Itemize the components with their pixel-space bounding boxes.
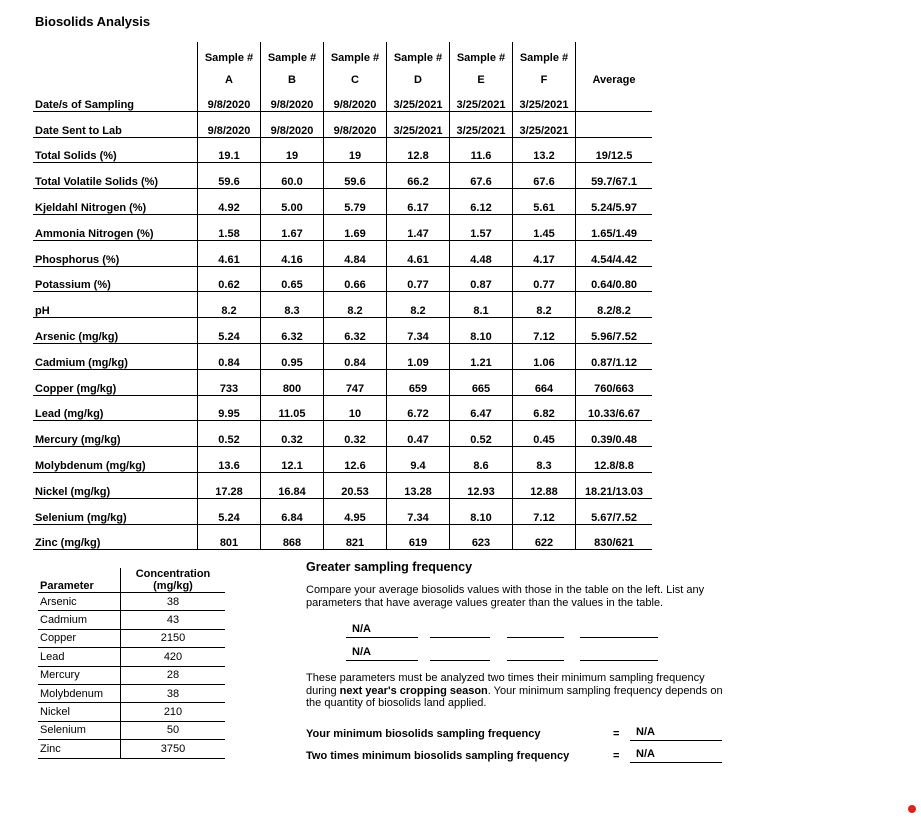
- parameter-label: Zinc (mg/kg): [33, 524, 198, 550]
- parameter-label: Selenium (mg/kg): [33, 498, 198, 524]
- limit-value: 43: [121, 611, 226, 629]
- sample-value: 0.66: [324, 266, 387, 292]
- sample-value: 11.05: [261, 395, 324, 421]
- sample-value: 7.34: [387, 318, 450, 344]
- sample-value: 8.1: [450, 292, 513, 318]
- limit-parameter: Mercury: [38, 666, 121, 684]
- sample-value: 7.12: [513, 498, 576, 524]
- sample-value: 60.0: [261, 163, 324, 189]
- average-value: 8.2/8.2: [576, 292, 653, 318]
- sample-value: 0.65: [261, 266, 324, 292]
- sample-value: 0.84: [324, 343, 387, 369]
- sample-value: 622: [513, 524, 576, 550]
- sample-value: 9/8/2020: [324, 111, 387, 137]
- min-frequency-equals: =: [613, 728, 620, 740]
- sample-value: 0.52: [450, 421, 513, 447]
- table-row: [33, 163, 652, 189]
- sample-value: 11.6: [450, 137, 513, 163]
- sample-value: 821: [324, 524, 387, 550]
- sample-value: 19: [324, 137, 387, 163]
- sample-value: 8.10: [450, 498, 513, 524]
- answer-line-1-3[interactable]: [507, 623, 564, 638]
- average-value: [576, 86, 653, 111]
- answer-line-2-2[interactable]: [430, 646, 490, 661]
- sample-value: 1.09: [387, 343, 450, 369]
- limit-parameter: Molybdenum: [38, 684, 121, 702]
- table-row: [38, 740, 225, 758]
- table-row: [38, 629, 225, 647]
- limit-value: 420: [121, 648, 226, 666]
- sample-value: 665: [450, 369, 513, 395]
- sample-value: 59.6: [324, 163, 387, 189]
- table-row: [33, 111, 652, 137]
- sample-value: 6.32: [324, 318, 387, 344]
- average-value: 10.33/6.67: [576, 395, 653, 421]
- table-row: [33, 292, 652, 318]
- table-row: [33, 524, 652, 550]
- sample-value: 9/8/2020: [261, 111, 324, 137]
- sample-value: 3/25/2021: [450, 86, 513, 111]
- parameter-label: Potassium (%): [33, 266, 198, 292]
- average-value: 19/12.5: [576, 137, 653, 163]
- sample-value: 801: [198, 524, 261, 550]
- sample-value: 664: [513, 369, 576, 395]
- sample-f-header: Sample #: [513, 42, 576, 64]
- table-row: [33, 137, 652, 163]
- sample-value: 8.10: [450, 318, 513, 344]
- two-times-frequency-value[interactable]: N/A: [630, 748, 722, 763]
- sample-value: 1.69: [324, 214, 387, 240]
- sample-value: 7.12: [513, 318, 576, 344]
- frequency-note-bold: next year's cropping season: [339, 684, 488, 697]
- parameter-label: Total Volatile Solids (%): [33, 163, 198, 189]
- sample-a-header: Sample #: [198, 42, 261, 64]
- sample-d-letter: D: [387, 64, 450, 86]
- sample-a-letter: A: [198, 64, 261, 86]
- frequency-note: [306, 672, 726, 710]
- sample-value: 10: [324, 395, 387, 421]
- limit-parameter: Nickel: [38, 703, 121, 721]
- table-row: [38, 684, 225, 702]
- parameter-label: Molybdenum (mg/kg): [33, 447, 198, 473]
- sample-value: 67.6: [513, 163, 576, 189]
- concentration-header-line1: Concentration: [135, 568, 211, 580]
- sample-value: 12.88: [513, 472, 576, 498]
- page-title: Biosolids Analysis: [35, 14, 151, 29]
- sample-value: 6.84: [261, 498, 324, 524]
- sample-value: 6.17: [387, 189, 450, 215]
- sample-value: 0.84: [198, 343, 261, 369]
- concentration-header-line2: (mg/kg): [153, 580, 193, 592]
- concentration-limits-table: [38, 568, 225, 759]
- sample-value: 8.3: [261, 292, 324, 318]
- sample-value: 5.61: [513, 189, 576, 215]
- header-blank-2: [33, 64, 198, 86]
- two-times-frequency-equals: =: [613, 750, 620, 762]
- frequency-note-pre: These parameters must be analyzed two times their minimum sampling frequency during: [306, 672, 705, 697]
- average-value: 0.39/0.48: [576, 421, 653, 447]
- average-value: 12.8/8.8: [576, 447, 653, 473]
- parameter-label: Kjeldahl Nitrogen (%): [33, 189, 198, 215]
- sample-value: 16.84: [261, 472, 324, 498]
- table-row: [33, 240, 652, 266]
- parameter-label: Copper (mg/kg): [33, 369, 198, 395]
- sample-value: 9/8/2020: [198, 86, 261, 111]
- average-value: 18.21/13.03: [576, 472, 653, 498]
- sample-value: 4.61: [198, 240, 261, 266]
- parameter-label: pH: [33, 292, 198, 318]
- sample-value: 0.32: [261, 421, 324, 447]
- table-row: [38, 611, 225, 629]
- sample-e-header: Sample #: [450, 42, 513, 64]
- sample-value: 9/8/2020: [261, 86, 324, 111]
- sample-value: 0.45: [513, 421, 576, 447]
- min-frequency-label: Your minimum biosolids sampling frequency: [306, 728, 541, 740]
- average-value: 0.64/0.80: [576, 266, 653, 292]
- sample-value: 8.2: [387, 292, 450, 318]
- answer-line-2-1[interactable]: N/A: [346, 646, 418, 661]
- sample-value: 67.6: [450, 163, 513, 189]
- min-frequency-value[interactable]: N/A: [630, 726, 722, 741]
- frequency-instruction: Compare your average biosolids values with those in the table on the left. List any parameters that have average values greater than the values in the table.: [306, 584, 705, 609]
- parameter-label: Total Solids (%): [33, 137, 198, 163]
- sample-value: 6.82: [513, 395, 576, 421]
- sample-value: 0.77: [513, 266, 576, 292]
- average-value: 0.87/1.12: [576, 343, 653, 369]
- sample-value: 13.6: [198, 447, 261, 473]
- sample-value: 6.12: [450, 189, 513, 215]
- table-row: [33, 395, 652, 421]
- limit-parameter: Selenium: [38, 721, 121, 739]
- average-value: 1.65/1.49: [576, 214, 653, 240]
- sample-value: 747: [324, 369, 387, 395]
- sample-value: 3/25/2021: [513, 111, 576, 137]
- table-row: [33, 421, 652, 447]
- sample-value: 0.62: [198, 266, 261, 292]
- biosolids-analysis-table: [33, 42, 652, 550]
- sample-value: 6.32: [261, 318, 324, 344]
- sample-value: 4.61: [387, 240, 450, 266]
- sample-value: 5.00: [261, 189, 324, 215]
- sample-b-letter: B: [261, 64, 324, 86]
- sample-c-header: Sample #: [324, 42, 387, 64]
- sample-value: 7.34: [387, 498, 450, 524]
- limit-value: 38: [121, 593, 226, 611]
- sample-value: 13.28: [387, 472, 450, 498]
- table-row: [33, 343, 652, 369]
- average-value: 760/663: [576, 369, 653, 395]
- sample-value: 3/25/2021: [450, 111, 513, 137]
- sample-value: 9/8/2020: [198, 111, 261, 137]
- answer-line-1-4[interactable]: [580, 623, 658, 638]
- parameter-label: Mercury (mg/kg): [33, 421, 198, 447]
- sample-value: 8.2: [513, 292, 576, 318]
- sample-value: 12.93: [450, 472, 513, 498]
- sample-value: 20.53: [324, 472, 387, 498]
- average-value: [576, 111, 653, 137]
- frequency-note-post: . Your minimum sampling frequency depends on the quantity of biosolids land applied.: [306, 684, 723, 709]
- limit-parameter: Zinc: [38, 740, 121, 758]
- sample-value: 1.47: [387, 214, 450, 240]
- average-value: 830/621: [576, 524, 653, 550]
- sample-value: 8.2: [324, 292, 387, 318]
- sample-value: 9.95: [198, 395, 261, 421]
- sample-value: 59.6: [198, 163, 261, 189]
- sample-value: 3/25/2021: [513, 86, 576, 111]
- two-times-frequency-label: Two times minimum biosolids sampling frequency: [306, 750, 570, 762]
- parameter-label: Cadmium (mg/kg): [33, 343, 198, 369]
- sample-value: 0.87: [450, 266, 513, 292]
- sample-value: 12.6: [324, 447, 387, 473]
- limit-parameter: Cadmium: [38, 611, 121, 629]
- sample-value: 1.21: [450, 343, 513, 369]
- sample-value: 13.2: [513, 137, 576, 163]
- sample-value: 5.79: [324, 189, 387, 215]
- table-row: [33, 369, 652, 395]
- sample-value: 5.24: [198, 498, 261, 524]
- parameter-label: Date/s of Sampling: [33, 86, 198, 111]
- sample-value: 19.1: [198, 137, 261, 163]
- sample-value: 1.67: [261, 214, 324, 240]
- limit-parameter: Copper: [38, 629, 121, 647]
- sample-value: 9.4: [387, 447, 450, 473]
- average-value: 5.67/7.52: [576, 498, 653, 524]
- average-value: 59.7/67.1: [576, 163, 653, 189]
- parameter-label: Phosphorus (%): [33, 240, 198, 266]
- table-row: [33, 86, 652, 111]
- sample-value: 1.58: [198, 214, 261, 240]
- table-row: [38, 703, 225, 721]
- limit-value: 2150: [121, 629, 226, 647]
- red-dot-marker: [908, 805, 916, 813]
- parameter-label: Lead (mg/kg): [33, 395, 198, 421]
- sample-value: 0.52: [198, 421, 261, 447]
- average-value: 4.54/4.42: [576, 240, 653, 266]
- limit-value: 50: [121, 721, 226, 739]
- answer-line-1-2[interactable]: [430, 623, 490, 638]
- sample-value: 0.32: [324, 421, 387, 447]
- sample-value: 800: [261, 369, 324, 395]
- answer-line-2-3[interactable]: [507, 646, 564, 661]
- sample-value: 868: [261, 524, 324, 550]
- sample-b-header: Sample #: [261, 42, 324, 64]
- parameter-label: Date Sent to Lab: [33, 111, 198, 137]
- frequency-title: Greater sampling frequency: [306, 560, 473, 574]
- average-value: 5.24/5.97: [576, 189, 653, 215]
- sample-e-letter: E: [450, 64, 513, 86]
- sample-value: 4.95: [324, 498, 387, 524]
- sample-value: 12.8: [387, 137, 450, 163]
- sample-value: 1.06: [513, 343, 576, 369]
- limit-value: 210: [121, 703, 226, 721]
- average-header: Average: [576, 64, 653, 86]
- sample-value: 4.16: [261, 240, 324, 266]
- table-row: [33, 447, 652, 473]
- table-row: [33, 214, 652, 240]
- sample-c-letter: C: [324, 64, 387, 86]
- limit-value: 38: [121, 684, 226, 702]
- sample-value: 4.17: [513, 240, 576, 266]
- sample-value: 3/25/2021: [387, 111, 450, 137]
- sample-value: 0.95: [261, 343, 324, 369]
- analysis-table-header: [33, 42, 652, 86]
- table-row: [33, 189, 652, 215]
- sample-value: 3/25/2021: [387, 86, 450, 111]
- sample-value: 6.47: [450, 395, 513, 421]
- sample-value: 1.57: [450, 214, 513, 240]
- sample-value: 4.84: [324, 240, 387, 266]
- answer-line-1-1[interactable]: N/A: [346, 623, 418, 638]
- concentration-header: [121, 568, 226, 593]
- parameter-label: Nickel (mg/kg): [33, 472, 198, 498]
- sample-value: 733: [198, 369, 261, 395]
- sample-value: 8.3: [513, 447, 576, 473]
- table-row: [38, 666, 225, 684]
- sample-value: 12.1: [261, 447, 324, 473]
- limit-value: 28: [121, 666, 226, 684]
- table-row: [33, 498, 652, 524]
- table-row: [33, 266, 652, 292]
- sample-value: 623: [450, 524, 513, 550]
- sample-value: 659: [387, 369, 450, 395]
- average-header-spacer: [576, 42, 653, 64]
- average-value: 5.96/7.52: [576, 318, 653, 344]
- answer-line-2-4[interactable]: [580, 646, 658, 661]
- sample-value: 619: [387, 524, 450, 550]
- sample-value: 4.92: [198, 189, 261, 215]
- sample-value: 6.72: [387, 395, 450, 421]
- table-row: [38, 648, 225, 666]
- sample-d-header: Sample #: [387, 42, 450, 64]
- table-row: [38, 593, 225, 611]
- sample-value: 5.24: [198, 318, 261, 344]
- sample-value: 4.48: [450, 240, 513, 266]
- sample-value: 1.45: [513, 214, 576, 240]
- table-row: [33, 318, 652, 344]
- sample-value: 17.28: [198, 472, 261, 498]
- sample-value: 8.6: [450, 447, 513, 473]
- concentration-table-body: [38, 593, 225, 759]
- sample-value: 8.2: [198, 292, 261, 318]
- sample-value: 66.2: [387, 163, 450, 189]
- sample-f-letter: F: [513, 64, 576, 86]
- sample-value: 0.47: [387, 421, 450, 447]
- limit-parameter: Arsenic: [38, 593, 121, 611]
- sample-value: 9/8/2020: [324, 86, 387, 111]
- sample-value: 0.77: [387, 266, 450, 292]
- limit-parameter: Lead: [38, 648, 121, 666]
- analysis-table-body: [33, 86, 652, 550]
- limit-value: 3750: [121, 740, 226, 758]
- parameter-label: Arsenic (mg/kg): [33, 318, 198, 344]
- table-row: [33, 472, 652, 498]
- table-row: [38, 721, 225, 739]
- parameter-header: Parameter: [38, 568, 121, 593]
- sample-value: 19: [261, 137, 324, 163]
- parameter-label: Ammonia Nitrogen (%): [33, 214, 198, 240]
- header-blank: [33, 42, 198, 64]
